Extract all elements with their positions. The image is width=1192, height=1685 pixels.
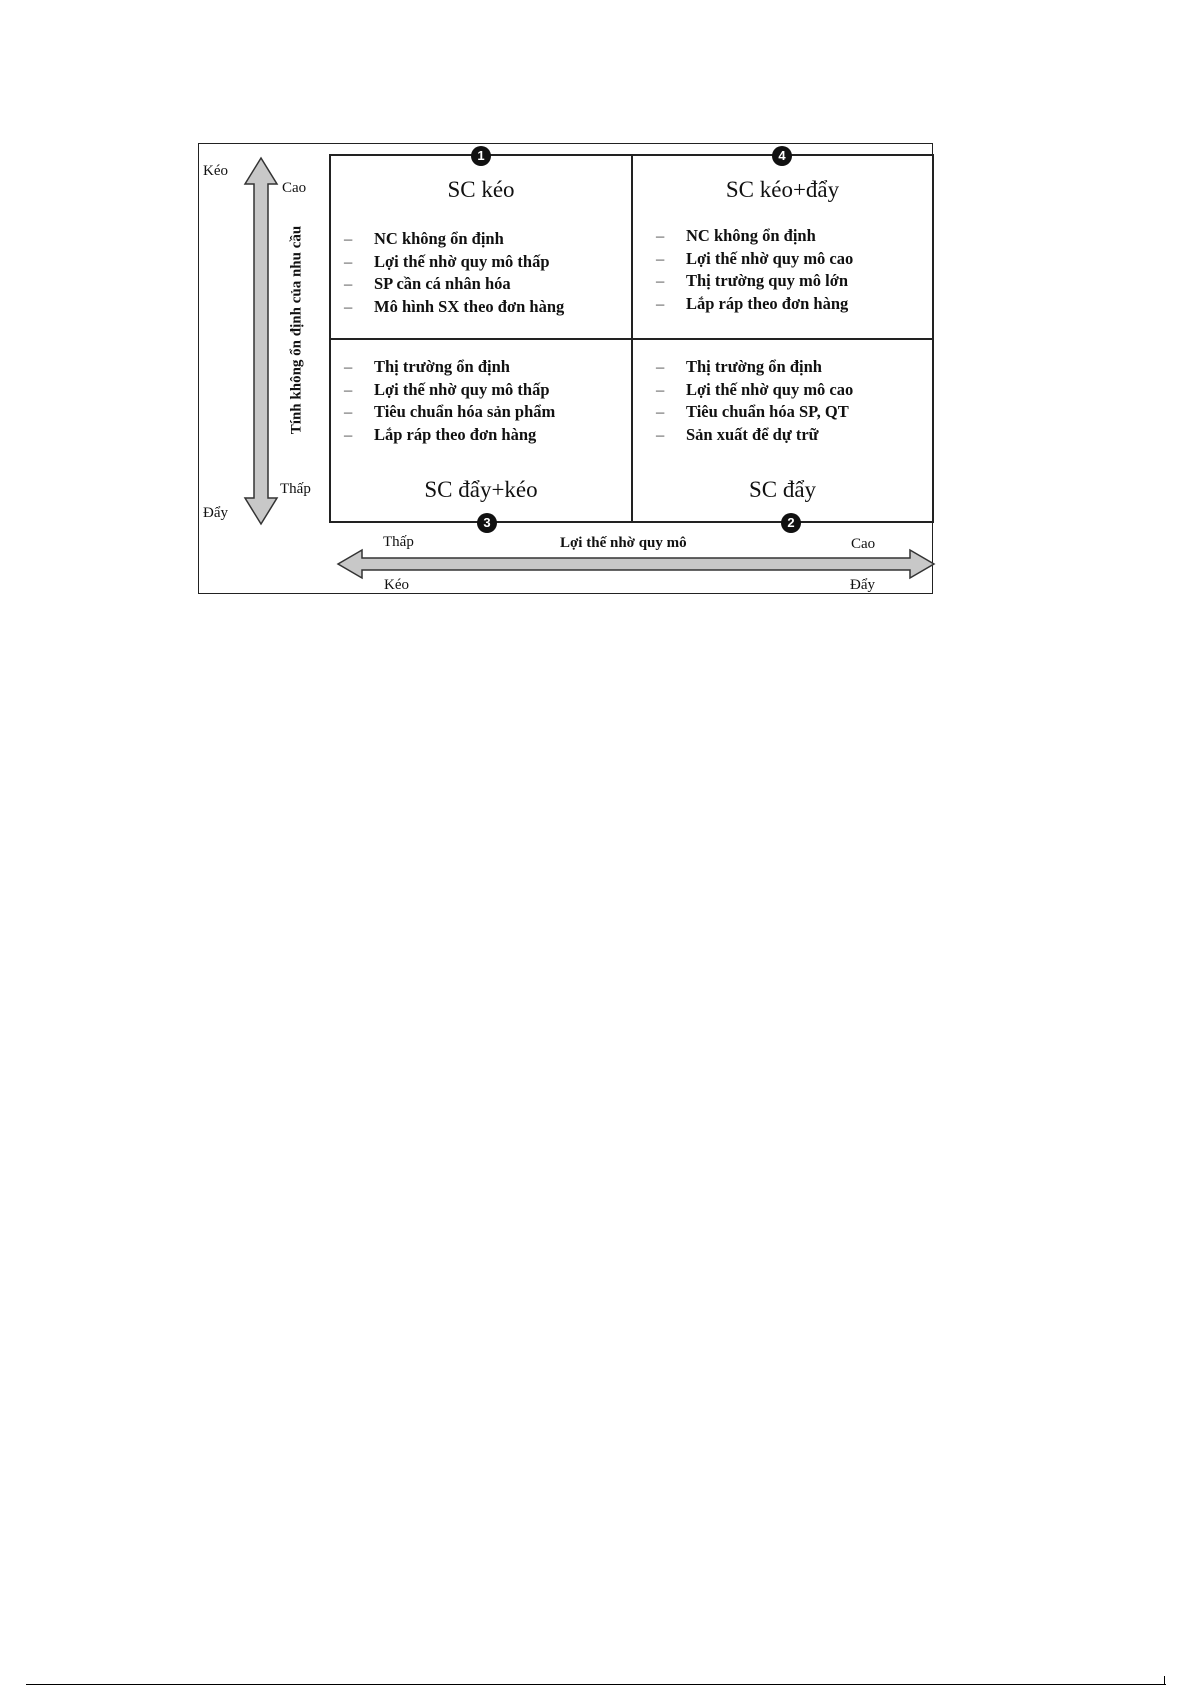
- quadrant-pull: [330, 155, 632, 339]
- bullet-item: – Lợi thế nhờ quy mô cao: [656, 248, 853, 271]
- vertical-axis-title: Tính không ổn định của nhu cầu: [288, 225, 305, 435]
- bullet-item: – Lắp ráp theo đơn hàng: [344, 424, 555, 447]
- quadrant-4-badge: 4: [772, 146, 792, 166]
- vertical-axis-low-label: Thấp: [280, 481, 311, 497]
- vertical-axis-high-label: Cao: [282, 180, 307, 196]
- bullet-item: – Lợi thế nhờ quy mô thấp: [344, 251, 564, 274]
- bullet-item: – Sản xuất để dự trữ: [656, 424, 853, 447]
- bullet-item: – Tiêu chuẩn hóa sản phẩm: [344, 401, 555, 424]
- vertical-axis-bottom-end-label: Đẩy: [203, 505, 228, 521]
- bullet-item: – Tiêu chuẩn hóa SP, QT: [656, 401, 853, 424]
- vertical-double-arrow: [245, 158, 277, 524]
- quadrant-push-pull: [330, 339, 632, 522]
- vertical-axis-top-end-label: Kéo: [203, 163, 228, 179]
- quadrant-pull-push: [632, 155, 933, 339]
- bullet-item: – Thị trường ổn định: [344, 356, 555, 379]
- bullet-item: – Thị trường ổn định: [656, 356, 853, 379]
- quadrant-bullet-list: [656, 225, 853, 315]
- horizontal-double-arrow: [338, 550, 934, 578]
- quadrant-title: SC kéo: [447, 177, 515, 202]
- horizontal-axis-right-end-label: Đẩy: [850, 577, 875, 593]
- quadrant-bullet-list: [344, 356, 555, 446]
- bullet-item: – SP cần cá nhân hóa: [344, 273, 564, 296]
- horizontal-axis-high-label: Cao: [851, 536, 876, 552]
- bullet-item: – Mô hình SX theo đơn hàng: [344, 296, 564, 319]
- bullet-item: – Lợi thế nhờ quy mô cao: [656, 379, 853, 402]
- quadrant-bullet-list: [344, 228, 564, 318]
- horizontal-axis-left-end-label: Kéo: [384, 577, 409, 593]
- bullet-item: – NC không ổn định: [344, 228, 564, 251]
- quadrant-title: SC đẩy+kéo: [424, 477, 538, 502]
- quadrant-2-badge: 2: [781, 513, 801, 533]
- quadrant-3-badge: 3: [477, 513, 497, 533]
- quadrant-title: SC đẩy: [748, 477, 817, 502]
- quadrant-bullet-list: [656, 356, 853, 446]
- bullet-item: – Lắp ráp theo đơn hàng: [656, 293, 853, 316]
- quadrant-title: SC kéo+đẩy: [725, 177, 840, 202]
- bullet-item: – NC không ổn định: [656, 225, 853, 248]
- horizontal-axis-title: Lợi thế nhờ quy mô: [560, 535, 687, 551]
- page-corner-tick: [1164, 1676, 1165, 1685]
- quadrant-push: [632, 339, 933, 522]
- quadrant-1-badge: 1: [471, 146, 491, 166]
- bullet-item: – Lợi thế nhờ quy mô thấp: [344, 379, 555, 402]
- bullet-item: – Thị trường quy mô lớn: [656, 270, 853, 293]
- horizontal-axis-low-label: Thấp: [383, 534, 414, 550]
